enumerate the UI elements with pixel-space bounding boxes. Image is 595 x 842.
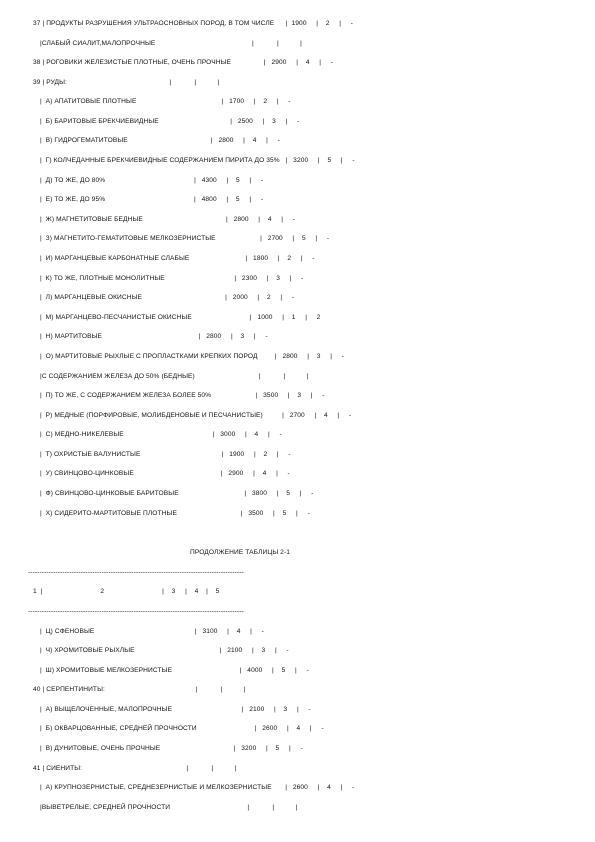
table-row: | Р) МЕДНЫЕ (ПОРФИРОВЫЕ, МОЛИБДЕНОВЫЕ И ПЕСЧАНИСТЫЕ) | 2700 | 4 | - — [40, 412, 352, 419]
table-row: 41 | СИЕНИТЫ: | | | — [33, 765, 237, 772]
table-row: |ВЫВЕТРЕЛЫЕ, СРЕДНЕЙ ПРОЧНОСТИ | | | — [40, 804, 298, 811]
table-row: |СЛАБЫЙ СИАЛИТ,МАЛОПРОЧНЫЕ | | | — [40, 40, 302, 47]
table-row: | Ф) СВИНЦОВО-ЦИНКОВЫЕ БАРИТОВЫЕ | 3800 | 5 | - — [40, 490, 314, 497]
table-row: | В) ГИДРОГЕМАТИТОВЫЕ | 2800 | 4 | - — [40, 137, 280, 144]
table-row: 40 | СЕРПЕНТИНИТЫ: | | | — [33, 686, 246, 693]
table-header-row: 1 | 2 | 3 | 4 | 5 — [33, 588, 220, 595]
table-row: | Ж) МАГНЕТИТОВЫЕ БЕДНЫЕ | 2800 | 4 | - — [40, 216, 296, 223]
table-continuation-title: ПРОДОЛЖЕНИЕ ТАБЛИЦЫ 2-1 — [190, 549, 291, 556]
table-row: | А) ВЫЩЕЛОЧЕННЫЕ, МАЛОПРОЧНЫЕ | 2100 | 3 | - — [40, 706, 311, 713]
table-row: 39 | РУДЫ: | | | — [33, 79, 220, 86]
table-row: | Б) ОКВАРЦОВАННЫЕ, СРЕДНЕЙ ПРОЧНОСТИ | 2600 | 4 | - — [40, 725, 324, 732]
table-row: | К) ТО ЖЕ, ПЛОТНЫЕ МОНОЛИТНЫЕ | 2300 | 3 | - — [40, 275, 304, 282]
table-rule: ---------------------------------------------------------------------------------------------- — [28, 569, 244, 576]
table-row: | З) МАГНЕТИТО-ГЕМАТИТОВЫЕ МЕЛКОЗЕРНИСТЫЕ | 2700 | 5 | - — [40, 235, 330, 242]
table-row: | П) ТО ЖЕ, С СОДЕРЖАНИЕМ ЖЕЛЕЗА БОЛЕЕ 50% | 3500 | 3 | - — [40, 392, 325, 399]
table-row: | С) МЕДНО-НИКЕЛЕВЫЕ | 3000 | 4 | - — [40, 431, 282, 438]
table-rule: ---------------------------------------------------------------------------------------------- — [28, 608, 244, 615]
table-row: |С СОДЕРЖАНИЕМ ЖЕЛЕЗА ДО 50% (БЕДНЫЕ) | | | — [40, 373, 309, 380]
table-row: | А) АПАТИТОВЫЕ ПЛОТНЫЕ | 1700 | 2 | - — [40, 98, 291, 105]
table-row: | Ц) СФЕНОВЫЕ | 3100 | 4 | - — [40, 628, 264, 635]
table-row: | А) КРУПНОЗЕРНИСТЫЕ, СРЕДНЕЗЕРНИСТЫЕ И МЕЛКОЗЕРНИСТЫЕ | 2600 | 4 | - — [40, 784, 355, 791]
table-row: 37 | ПРОДУКТЫ РАЗРУШЕНИЯ УЛЬТРАОСНОВНЫХ ПОРОД, В ТОМ ЧИСЛЕ | 1900 | 2 | - — [33, 20, 353, 27]
table-row: | Е) ТО ЖЕ, ДО 95% | 4800 | 5 | - — [40, 196, 264, 203]
table-row: | Г) КОЛЧЕДАННЫЕ БРЕКЧИЕВИДНЫЕ СОДЕРЖАНИЕМ ПИРИТА ДО 35% | 3200 | 5 | - — [40, 157, 355, 164]
table-row: | М) МАРГАНЦЕВО-ПЕСЧАНИСТЫЕ ОКИСНЫЕ | 1000 | 1 | 2 — [40, 314, 321, 321]
table-row: | Х) СИДЕРИТО-МАРТИТОВЫЕ ПЛОТНЫЕ | 3500 | 5 | - — [40, 510, 310, 517]
table-row: | Н) МАРТИТОВЫЕ | 2800 | 3 | - — [40, 333, 268, 340]
table-row: | Л) МАРГАНЦЕВЫЕ ОКИСНЫЕ | 2000 | 2 | - — [40, 294, 295, 301]
table-row: | О) МАРТИТОВЫЕ РЫХЛЫЕ С ПРОПЛАСТКАМИ КРЕПКИХ ПОРОД | 2800 | 3 | - — [40, 353, 344, 360]
table-row: | Т) ОХРИСТЫЕ ВАЛУНИСТЫЕ | 1900 | 2 | - — [40, 451, 291, 458]
table-row: | У) СВИНЦОВО-ЦИНКОВЫЕ | 2900 | 4 | - — [40, 470, 290, 477]
table-row: | Ч) ХРОМИТОВЫЕ РЫХЛЫЕ | 2100 | 3 | - — [40, 647, 289, 654]
table-row: | Д) ТО ЖЕ, ДО 80% | 4300 | 5 | - — [40, 177, 264, 184]
table-row: | Ш) ХРОМИТОВЫЕ МЕЛКОЗЕРНИСТЫЕ | 4000 | 5 | - — [40, 667, 309, 674]
table-row: 38 | РОГОВИКИ ЖЕЛЕЗИСТЫЕ ПЛОТНЫЕ, ОЧЕНЬ ПРОЧНЫЕ | 2900 | 4 | - — [33, 59, 333, 66]
table-row: | И) МАРГАНЦЕВЫЕ КАРБОНАТНЫЕ СЛАБЫЕ | 1800 | 2 | - — [40, 255, 315, 262]
table-row: | Б) БАРИТОВЫЕ БРЕКЧИЕВИДНЫЕ | 2500 | 3 | - — [40, 118, 300, 125]
table-row: | В) ДУНИТОВЫЕ, ОЧЕНЬ ПРОЧНЫЕ | 3200 | 5 | - — [40, 745, 303, 752]
